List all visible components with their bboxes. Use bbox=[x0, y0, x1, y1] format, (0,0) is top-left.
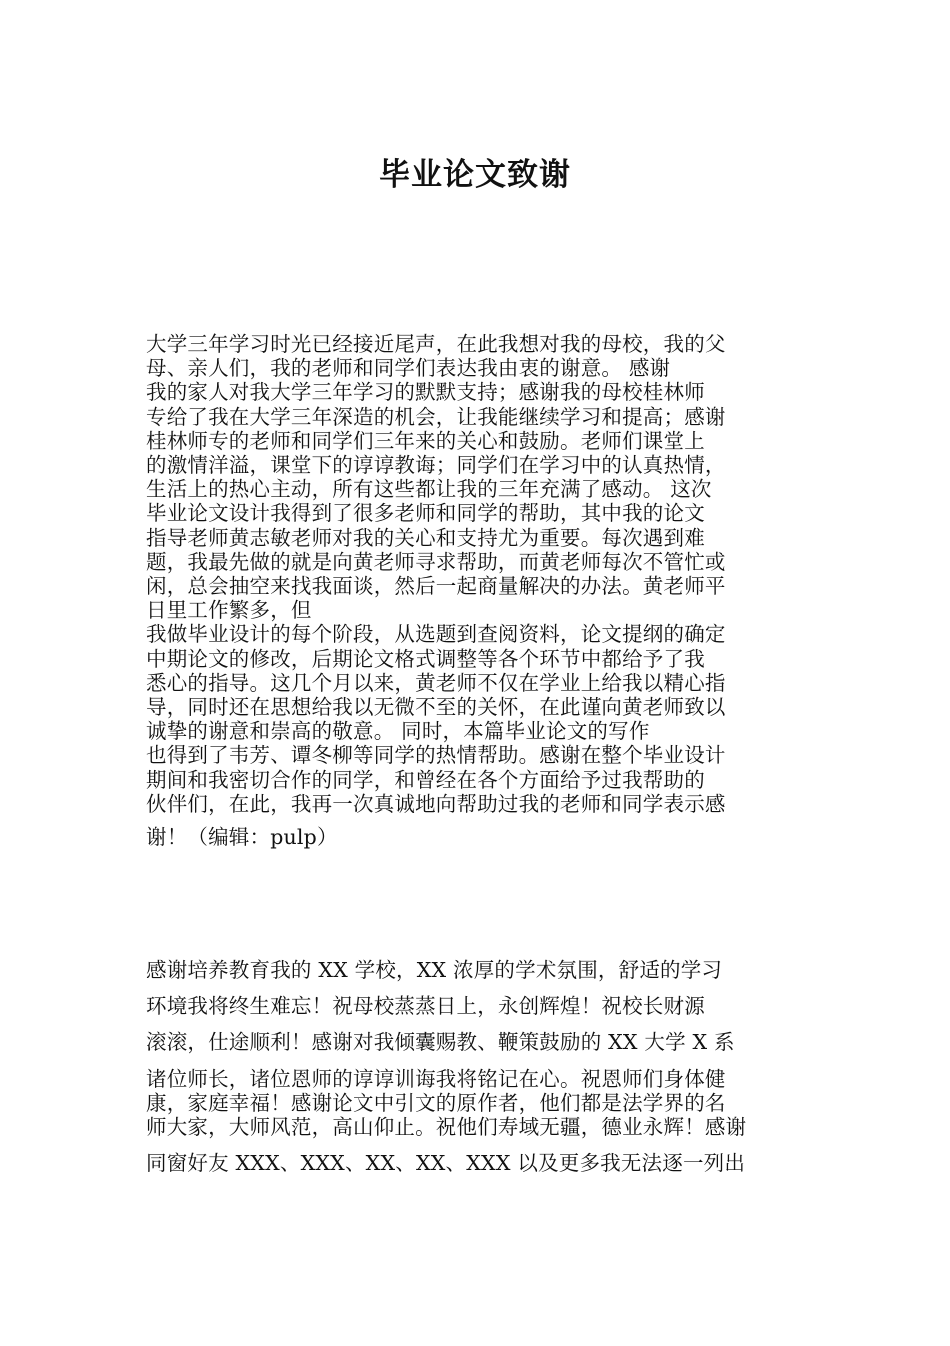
document-title: 毕业论文致谢 bbox=[379, 157, 571, 193]
paragraph-2-line: 康，家庭幸福！感谢论文中引文的原作者，他们都是法学界的名 bbox=[146, 1090, 726, 1115]
paragraph-1-line: 毕业论文设计我得到了很多老师和同学的帮助，其中我的论文 bbox=[146, 501, 705, 526]
paragraph-1-line: 日里工作繁多，但 bbox=[146, 598, 312, 623]
paragraph-2-line: 同窗好友 XXX、XXX、XX、XX、XXX 以及更多我无法逐一列出 bbox=[146, 1151, 746, 1176]
paragraph-1-line: 的激情洋溢，课堂下的谆谆教诲；同学们在学习中的认真热情， bbox=[146, 453, 726, 478]
paragraph-2-line: 感谢培养教育我的 XX 学校，XX 浓厚的学术氛围，舒适的学习 bbox=[146, 958, 723, 982]
paragraph-1-line: 生活上的热心主动，所有这些都让我的三年充满了感动。 这次 bbox=[146, 477, 712, 502]
paragraph-1-line: 悉心的指导。这几个月以来，黄老师不仅在学业上给我以精心指 bbox=[146, 670, 726, 695]
paragraph-2-line: 师大家，大师风范，高山仰止。祝他们寿域无疆，德业永辉！感谢 bbox=[146, 1115, 747, 1140]
paragraph-1-line: 也得到了韦芳、谭冬柳等同学的热情帮助。感谢在整个毕业设计 bbox=[146, 743, 726, 768]
paragraph-1-line: 题，我最先做的就是向黄老师寻求帮助，而黄老师每次不管忙或 bbox=[146, 549, 726, 574]
paragraph-2-line: 滚滚，仕途顺利！感谢对我倾囊赐教、鞭策鼓励的 XX 大学 X 系 bbox=[146, 1030, 735, 1055]
paragraph-1-line: 我的家人对我大学三年学习的默默支持；感谢我的母校桂林师 bbox=[146, 380, 705, 405]
paragraph-1-line: 伙伴们，在此，我再一次真诚地向帮助过我的老师和同学表示感 bbox=[146, 791, 726, 816]
paragraph-2-line: 诸位师长，诸位恩师的谆谆训诲我将铭记在心。祝恩师们身体健 bbox=[146, 1066, 726, 1091]
acknowledgment-paragraph-1 bbox=[146, 332, 806, 849]
paragraph-1-line: 诚挚的谢意和崇高的敬意。 同时，本篇毕业论文的写作 bbox=[146, 719, 650, 744]
paragraph-1-line: 我做毕业设计的每个阶段，从选题到查阅资料，论文提纲的确定 bbox=[146, 622, 726, 647]
paragraph-1-line: 专给了我在大学三年深造的机会，让我能继续学习和提高；感谢 bbox=[146, 404, 726, 429]
paragraph-1-line: 闲，总会抽空来找我面谈，然后一起商量解决的办法。黄老师平 bbox=[146, 574, 726, 599]
paragraph-1-line: 谢！（编辑：pulp） bbox=[146, 825, 338, 850]
paragraph-1-line: 中期论文的修改，后期论文格式调整等各个环节中都给予了我 bbox=[146, 646, 705, 671]
paragraph-2-line: 环境我将终生难忘！祝母校蒸蒸日上，永创辉煌！祝校长财源 bbox=[146, 994, 705, 1019]
acknowledgment-paragraph-2 bbox=[146, 958, 806, 1175]
paragraph-1-line: 母、亲人们，我的老师和同学们表达我由衷的谢意。 感谢 bbox=[146, 356, 671, 381]
paragraph-1-line: 桂林师专的老师和同学们三年来的关心和鼓励。老师们课堂上 bbox=[146, 428, 705, 453]
paragraph-1-line: 期间和我密切合作的同学，和曾经在各个方面给予过我帮助的 bbox=[146, 767, 705, 792]
paragraph-1-line: 大学三年学习时光已经接近尾声，在此我想对我的母校，我的父 bbox=[146, 332, 726, 356]
paragraph-1-line: 指导老师黄志敏老师对我的关心和支持尤为重要。每次遇到难 bbox=[146, 525, 705, 550]
paragraph-1-line: 导，同时还在思想给我以无微不至的关怀，在此谨向黄老师致以 bbox=[146, 695, 726, 720]
